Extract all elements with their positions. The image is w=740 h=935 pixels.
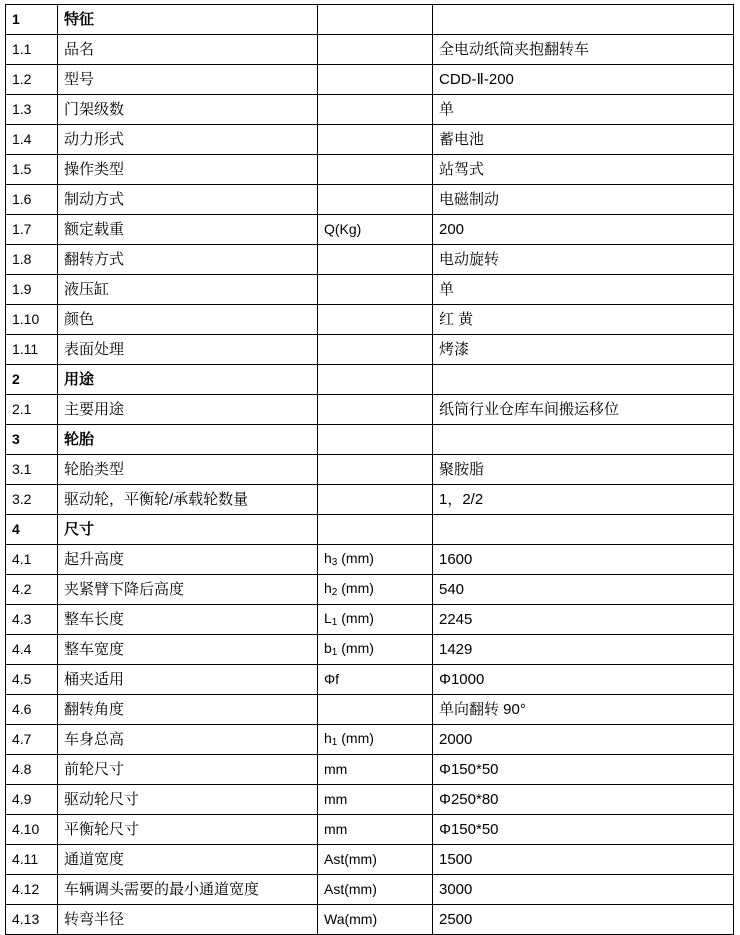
row-symbol (318, 275, 433, 305)
row-number: 1.4 (6, 125, 58, 155)
row-value: 单 (433, 275, 734, 305)
table-row (6, 125, 734, 155)
row-number: 4.12 (6, 875, 58, 905)
row-value (433, 5, 734, 35)
table-row (6, 35, 734, 65)
row-number: 3.2 (6, 485, 58, 515)
row-label: 前轮尺寸 (58, 755, 318, 785)
table-row (6, 95, 734, 125)
row-number: 1 (6, 5, 58, 35)
row-value: CDD-Ⅱ-200 (433, 65, 734, 95)
row-number: 2.1 (6, 395, 58, 425)
row-number: 3 (6, 425, 58, 455)
row-label: 桶夹适用 (58, 665, 318, 695)
row-number: 1.7 (6, 215, 58, 245)
row-label: 操作类型 (58, 155, 318, 185)
row-value: 2500 (433, 905, 734, 935)
row-label: 品名 (58, 35, 318, 65)
row-label: 整车宽度 (58, 635, 318, 665)
row-value: 单向翻转 90° (433, 695, 734, 725)
row-symbol: Ast(mm) (318, 875, 433, 905)
row-symbol (318, 365, 433, 395)
row-label: 尺寸 (58, 515, 318, 545)
table-row (6, 875, 734, 905)
row-value: 单 (433, 95, 734, 125)
table-row (6, 275, 734, 305)
row-label: 夹紧臂下降后高度 (58, 575, 318, 605)
row-symbol: Q(Kg) (318, 215, 433, 245)
row-symbol: mm (318, 815, 433, 845)
row-label: 驱动轮，平衡轮/承载轮数量 (58, 485, 318, 515)
row-label: 轮胎 (58, 425, 318, 455)
table-row (6, 635, 734, 665)
row-symbol (318, 425, 433, 455)
row-label: 颜色 (58, 305, 318, 335)
row-label: 门架级数 (58, 95, 318, 125)
row-symbol (318, 95, 433, 125)
row-value: 1，2/2 (433, 485, 734, 515)
row-symbol (318, 515, 433, 545)
row-value: 2245 (433, 605, 734, 635)
row-number: 1.11 (6, 335, 58, 365)
table-row (6, 395, 734, 425)
row-value: 200 (433, 215, 734, 245)
row-value: 2000 (433, 725, 734, 755)
row-value: 站驾式 (433, 155, 734, 185)
table-row (6, 905, 734, 935)
row-number: 1.3 (6, 95, 58, 125)
row-number: 4.7 (6, 725, 58, 755)
row-number: 3.1 (6, 455, 58, 485)
row-label: 起升高度 (58, 545, 318, 575)
row-number: 4.10 (6, 815, 58, 845)
table-row (6, 755, 734, 785)
row-symbol (318, 65, 433, 95)
specification-table (5, 4, 734, 935)
row-number: 1.5 (6, 155, 58, 185)
row-symbol: $L_1$ (mm) (318, 605, 433, 635)
row-number: 1.1 (6, 35, 58, 65)
row-symbol (318, 185, 433, 215)
row-number: 1.9 (6, 275, 58, 305)
table-row (6, 455, 734, 485)
row-value: 1500 (433, 845, 734, 875)
row-label: 车身总高 (58, 725, 318, 755)
row-number: 2 (6, 365, 58, 395)
table-row (6, 5, 734, 35)
row-symbol: mm (318, 785, 433, 815)
row-label: 特征 (58, 5, 318, 35)
row-number: 4.8 (6, 755, 58, 785)
row-symbol (318, 305, 433, 335)
row-value (433, 515, 734, 545)
table-row (6, 815, 734, 845)
row-symbol: Φf (318, 665, 433, 695)
row-value: 3000 (433, 875, 734, 905)
table-row (6, 605, 734, 635)
row-value: 1429 (433, 635, 734, 665)
table-row (6, 65, 734, 95)
row-symbol (318, 245, 433, 275)
row-label: 动力形式 (58, 125, 318, 155)
row-symbol (318, 335, 433, 365)
row-value: Φ150*50 (433, 815, 734, 845)
row-value: 烤漆 (433, 335, 734, 365)
table-row (6, 365, 734, 395)
row-number: 4.4 (6, 635, 58, 665)
row-label: 翻转方式 (58, 245, 318, 275)
row-value: 蓄电池 (433, 125, 734, 155)
row-symbol (318, 395, 433, 425)
table-row (6, 485, 734, 515)
row-value: 纸筒行业仓库车间搬运移位 (433, 395, 734, 425)
row-number: 4.9 (6, 785, 58, 815)
table-row (6, 695, 734, 725)
row-symbol (318, 455, 433, 485)
row-label: 表面处理 (58, 335, 318, 365)
row-symbol (318, 695, 433, 725)
row-number: 1.6 (6, 185, 58, 215)
table-row (6, 335, 734, 365)
row-number: 4.11 (6, 845, 58, 875)
table-row (6, 515, 734, 545)
row-value: Φ150*50 (433, 755, 734, 785)
table-row (6, 575, 734, 605)
row-value: 电动旋转 (433, 245, 734, 275)
row-value: 电磁制动 (433, 185, 734, 215)
row-value: 1600 (433, 545, 734, 575)
row-label: 通道宽度 (58, 845, 318, 875)
table-row (6, 155, 734, 185)
row-number: 4 (6, 515, 58, 545)
row-label: 制动方式 (58, 185, 318, 215)
row-number: 4.2 (6, 575, 58, 605)
row-symbol: $h_1$ (mm) (318, 725, 433, 755)
row-symbol: Ast(mm) (318, 845, 433, 875)
row-label: 型号 (58, 65, 318, 95)
table-row (6, 305, 734, 335)
table-row (6, 425, 734, 455)
row-label: 转弯半径 (58, 905, 318, 935)
table-row (6, 785, 734, 815)
row-symbol: $h_3$ (mm) (318, 545, 433, 575)
row-symbol: $b_1$ (mm) (318, 635, 433, 665)
row-label: 车辆调头需要的最小通道宽度 (58, 875, 318, 905)
row-symbol (318, 485, 433, 515)
row-value: Φ250*80 (433, 785, 734, 815)
row-number: 1.10 (6, 305, 58, 335)
row-number: 4.1 (6, 545, 58, 575)
table-row (6, 665, 734, 695)
row-symbol (318, 5, 433, 35)
row-number: 4.5 (6, 665, 58, 695)
row-number: 1.8 (6, 245, 58, 275)
table-row (6, 845, 734, 875)
row-label: 驱动轮尺寸 (58, 785, 318, 815)
row-value (433, 365, 734, 395)
row-label: 翻转角度 (58, 695, 318, 725)
row-number: 1.2 (6, 65, 58, 95)
row-label: 液压缸 (58, 275, 318, 305)
row-label: 额定载重 (58, 215, 318, 245)
row-number: 4.6 (6, 695, 58, 725)
row-label: 主要用途 (58, 395, 318, 425)
row-number: 4.13 (6, 905, 58, 935)
table-row (6, 185, 734, 215)
table-row (6, 725, 734, 755)
row-value: 全电动纸筒夹抱翻转车 (433, 35, 734, 65)
table-row (6, 215, 734, 245)
row-symbol: $h_2$ (mm) (318, 575, 433, 605)
row-label: 平衡轮尺寸 (58, 815, 318, 845)
row-symbol (318, 35, 433, 65)
row-symbol: Wa(mm) (318, 905, 433, 935)
row-value: 540 (433, 575, 734, 605)
table-row (6, 545, 734, 575)
row-label: 用途 (58, 365, 318, 395)
row-label: 整车长度 (58, 605, 318, 635)
row-label: 轮胎类型 (58, 455, 318, 485)
row-number: 4.3 (6, 605, 58, 635)
row-value: 红 黄 (433, 305, 734, 335)
row-symbol (318, 125, 433, 155)
row-value: 聚胺脂 (433, 455, 734, 485)
row-symbol (318, 155, 433, 185)
row-symbol: mm (318, 755, 433, 785)
table-row (6, 245, 734, 275)
row-value: Φ1000 (433, 665, 734, 695)
row-value (433, 425, 734, 455)
